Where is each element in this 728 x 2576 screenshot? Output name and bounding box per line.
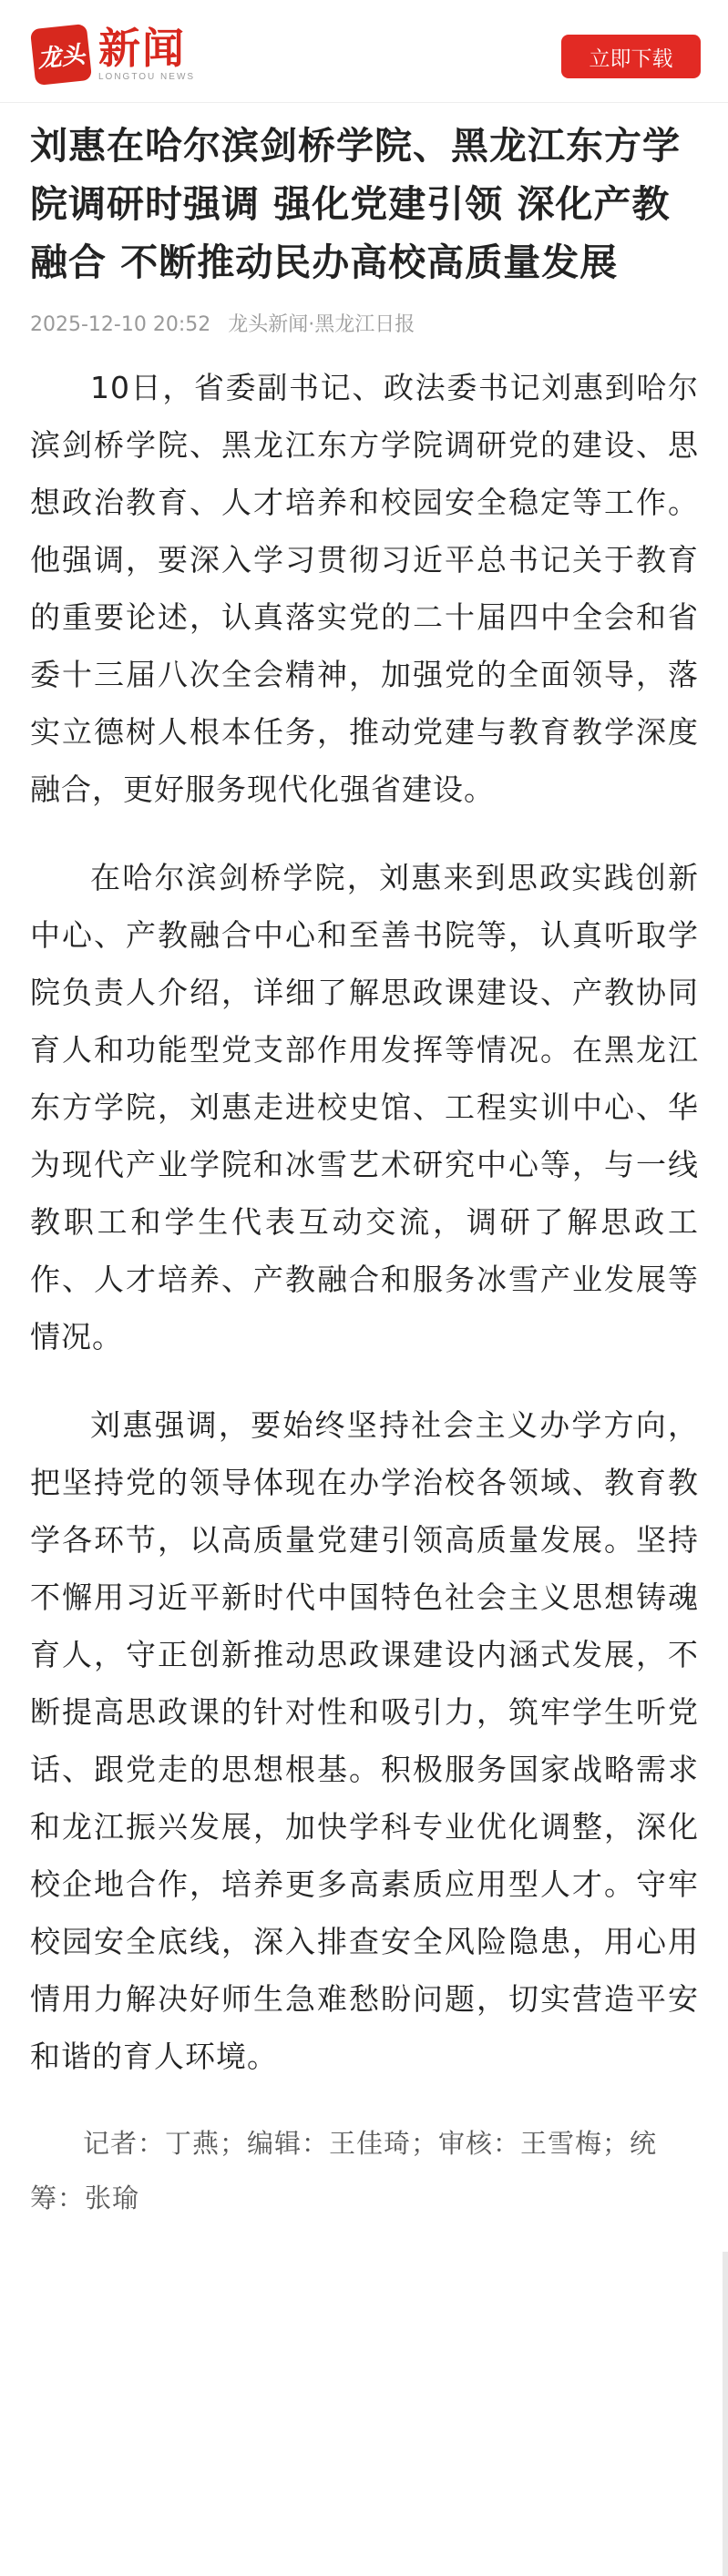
- longtou-news-logo[interactable]: [33, 22, 195, 87]
- longtou-logo-icon: [30, 24, 92, 86]
- article-paragraph: 在哈尔滨剑桥学院，刘惠来到思政实践创新中心、产教融合中心和至善书院等，认真听取学院负责人介绍，详细了解思政课建设、产教协同育人和功能型党支部作用发挥等情况。在黑龙江东方学院，刘惠走进校史馆、工程实训中心、华为现代产业学院和冰雪艺术研究中心等，与一线教职工和学生代表互动交流，调研了解思政工作、人才培养、产教融合和服务冰雪产业发展等情况。: [30, 860, 699, 1354]
- article-meta: [30, 312, 699, 339]
- article-paragraph: 10日，省委副书记、政法委书记刘惠到哈尔滨剑桥学院、黑龙江东方学院调研党的建设、思想政治教育、人才培养和校园安全稳定等工作。他强调，要深入学习贯彻习近平总书记关于教育的重要论述，认真落实党的二十届四中全会和省委十三届八次全会精神，加强党的全面领导，落实立德树人根本任务，推动党建与教育教学深度融合，更好服务现代化强省建设。: [30, 370, 699, 807]
- logo-icon-text: 龙头: [36, 40, 87, 74]
- logo-subtitle: LONGTOU NEWS: [98, 72, 196, 82]
- scrollbar-track[interactable]: [723, 2252, 728, 2576]
- top-header: [0, 0, 728, 103]
- article-body: [30, 359, 699, 2085]
- article: [30, 117, 699, 2225]
- article-credits: 记者：丁燕；编辑：王佳琦；审核：王雪梅；统筹：张瑜: [30, 2128, 658, 2213]
- download-app-button[interactable]: 立即下载: [561, 35, 701, 78]
- article-title: 刘惠在哈尔滨剑桥学院、黑龙江东方学院调研时强调 强化党建引领 深化产教融合 不断推动民办高校高质量发展: [30, 124, 681, 284]
- article-paragraph: 刘惠强调，要始终坚持社会主义办学方向，把坚持党的领导体现在办学治校各领域、教育教学各环节，以高质量党建引领高质量发展。坚持不懈用习近平新时代中国特色社会主义思想铸魂育人，守正创新推动思政课建设内涵式发展，不断提高思政课的针对性和吸引力，筑牢学生听党话、跟党走的思想根基。积极服务国家战略需求和龙江振兴发展，加快学科专业优化调整，深化校企地合作，培养更多高素质应用型人才。守牢校园安全底线，深入排查安全风险隐患，用心用情用力解决好师生急难愁盼问题，切实营造平安和谐的育人环境。: [30, 1407, 699, 2074]
- article-timestamp: 2025-12-10 20:52: [30, 313, 211, 336]
- logo-title: 新闻: [98, 24, 186, 73]
- logo-text: [98, 26, 195, 84]
- article-source: 龙头新闻·黑龙江日报: [228, 313, 415, 336]
